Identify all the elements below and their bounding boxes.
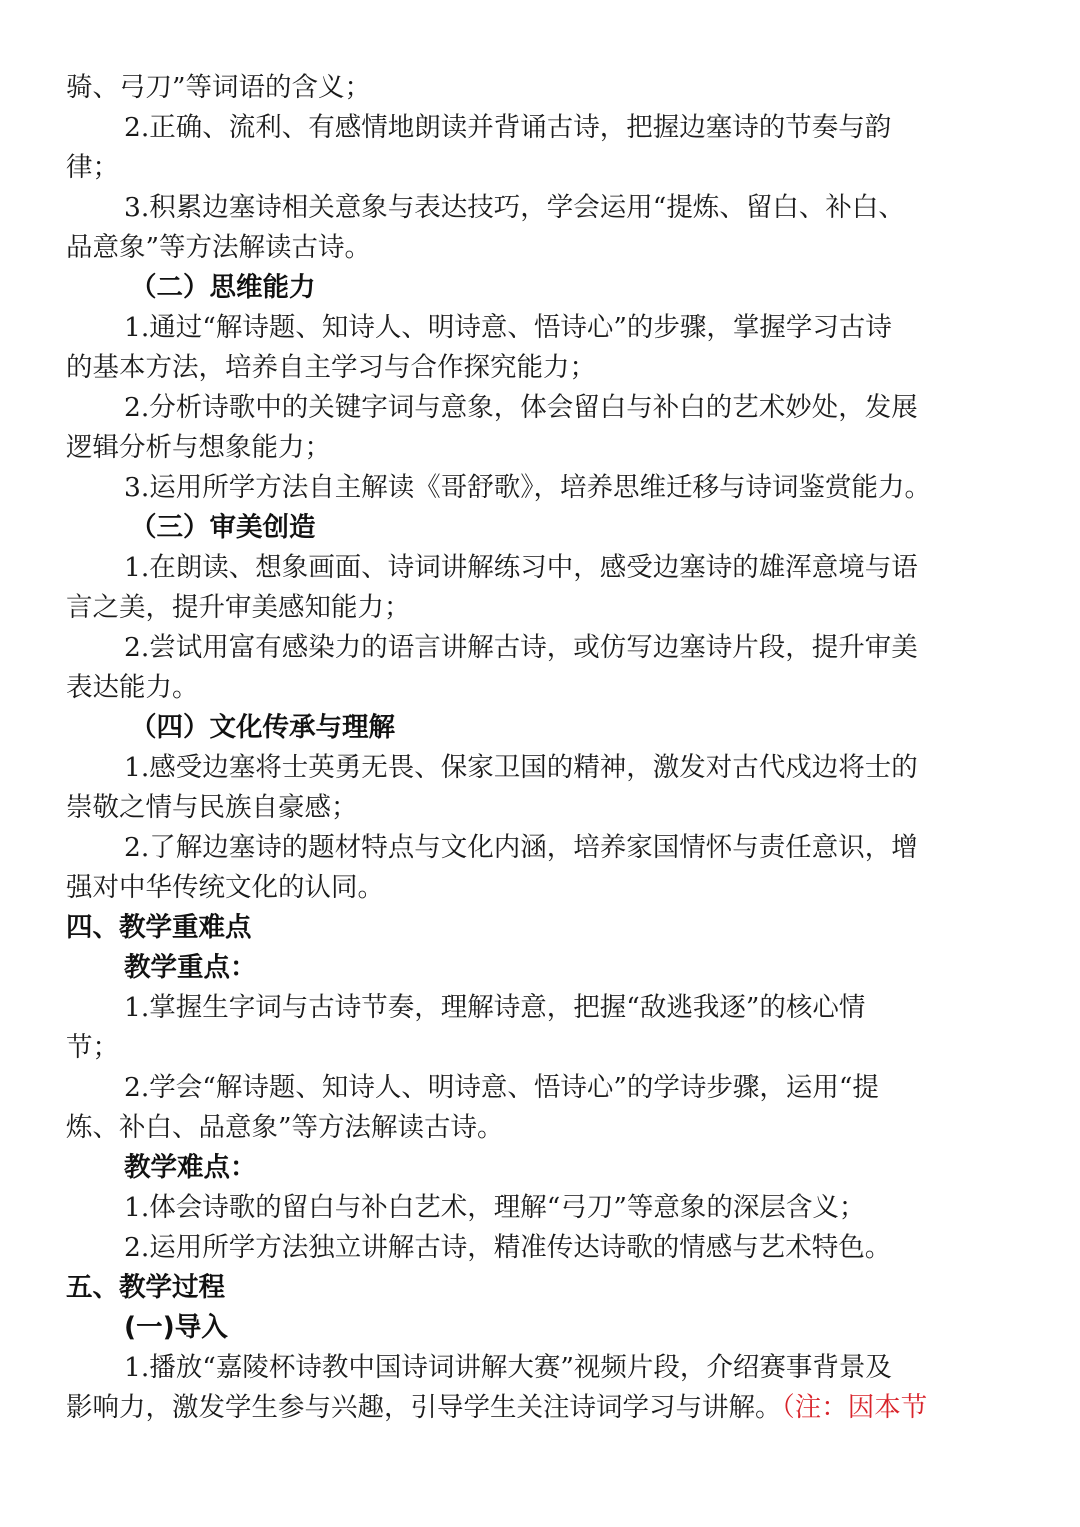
list-item-line: 2.尝试用富有感染力的语言讲解古诗，或仿写边塞诗片段，提升审美 [124, 632, 918, 663]
subsection-heading: （二）思维能力 [130, 272, 316, 303]
list-item-line: 2.学会“解诗题、知诗人、明诗意、悟诗心”的学诗步骤，运用“提 [124, 1072, 879, 1103]
body-line: 言之美，提升审美感知能力； [66, 592, 411, 623]
list-item-line: 2.分析诗歌中的关键字词与意象，体会留白与补白的艺术妙处，发展 [124, 392, 918, 423]
body-line: 强对中华传统文化的认同。 [66, 872, 384, 903]
list-item-line: 1.在朗读、想象画面、诗词讲解练习中，感受边塞诗的雄浑意境与语 [124, 552, 918, 583]
subsection-heading: （三）审美创造 [130, 512, 316, 543]
list-item-line: 2.了解边塞诗的题材特点与文化内涵，培养家国情怀与责任意识，增 [124, 832, 918, 863]
list-item-line: 1.掌握生字词与古诗节奏，理解诗意，把握“敌逃我逐”的核心情 [124, 992, 866, 1023]
body-line: 表达能力。 [66, 672, 199, 703]
key-points-heading: 教学重点： [124, 952, 257, 983]
list-item-line: 2.正确、流利、有感情地朗读并背诵古诗，把握边塞诗的节奏与韵 [124, 112, 892, 143]
list-item-line: 3.运用所学方法自主解读《哥舒歌》，培养思维迁移与诗词鉴赏能力。 [124, 472, 932, 503]
body-line: 的基本方法，培养自主学习与合作探究能力； [66, 352, 596, 383]
body-line-with-note [0, 1388, 1080, 1428]
red-note: （注：因本节 [781, 1392, 928, 1423]
section-heading: 五、教学过程 [66, 1272, 225, 1303]
body-line: 逻辑分析与想象能力； [66, 432, 331, 463]
subsection-heading: （四）文化传承与理解 [130, 712, 395, 743]
list-item-line: 1.通过“解诗题、知诗人、明诗意、悟诗心”的步骤，掌握学习古诗 [124, 312, 892, 343]
section-heading: 四、教学重难点 [66, 912, 252, 943]
list-item-line: 1.感受边塞将士英勇无畏、保家卫国的精神，激发对古代戍边将士的 [124, 752, 918, 783]
body-line: 品意象”等方法解读古诗。 [66, 232, 372, 263]
body-line: 律； [66, 152, 119, 183]
body-line: 炼、补白、品意象”等方法解读古诗。 [66, 1112, 504, 1143]
body-line-text: 影响力，激发学生参与兴趣，引导学生关注诗词学习与讲解。 [66, 1392, 782, 1423]
body-line: 节； [66, 1032, 119, 1063]
list-item-line: 1.播放“嘉陵杯诗教中国诗词讲解大赛”视频片段，介绍赛事背景及 [124, 1352, 892, 1383]
list-item-line: 2.运用所学方法独立讲解古诗，精准传达诗歌的情感与艺术特色。 [124, 1232, 892, 1263]
list-item-line: 3.积累边塞诗相关意象与表达技巧，学会运用“提炼、留白、补白、 [124, 192, 905, 223]
difficult-points-heading: 教学难点： [124, 1152, 257, 1183]
body-line: 骑、弓刀”等词语的含义； [66, 72, 372, 103]
list-item-line: 1.体会诗歌的留白与补白艺术，理解“弓刀”等意象的深层含义； [124, 1192, 866, 1223]
body-line: 崇敬之情与民族自豪感； [66, 792, 358, 823]
subsection-heading: (一)导入 [124, 1312, 228, 1343]
